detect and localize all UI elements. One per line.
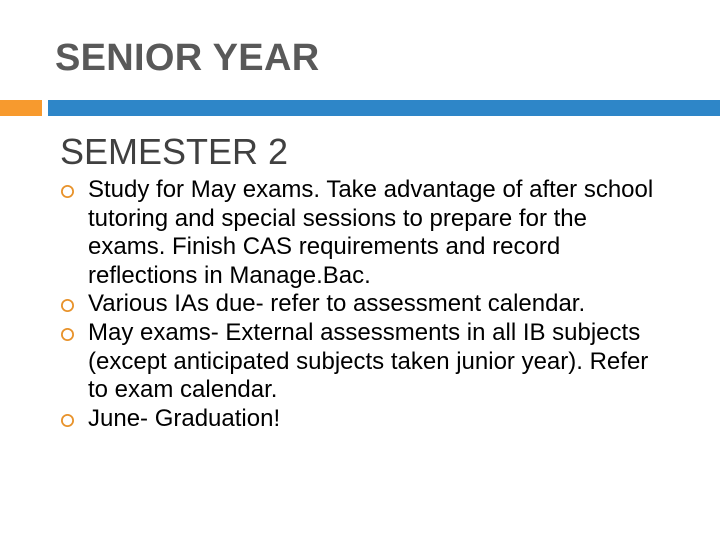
bullet-text: Study for May exams. Take advantage of after school tutoring and special sessions to prepare for the exams. Finish CAS requirements and record reflections in Manage.Bac.: [88, 176, 654, 289]
bullet-item-may-exams: [58, 319, 668, 405]
bullet-list: [58, 176, 668, 433]
ring-bullet-icon: [60, 298, 75, 313]
ring-bullet-icon: [60, 184, 75, 199]
bullet-item-ias: [58, 290, 668, 319]
accent-bar-blue: [48, 100, 720, 116]
bullet-item-graduation: [58, 405, 668, 434]
ring-bullet-icon: [60, 413, 75, 428]
ring-bullet-icon: [60, 327, 75, 342]
bullet-text: June- Graduation!: [88, 404, 281, 432]
bullet-text: Various IAs due- refer to assessment calendar.: [88, 290, 586, 318]
slide-title: SENIOR YEAR: [55, 37, 320, 79]
section-heading: SEMESTER 2: [60, 131, 289, 172]
bullet-item-study: [58, 176, 668, 290]
accent-bar-orange: [0, 100, 42, 116]
bullet-text: May exams- External assessments in all IB subjects (except anticipated subjects taken junior year). Refer to exam calendar.: [88, 318, 649, 404]
